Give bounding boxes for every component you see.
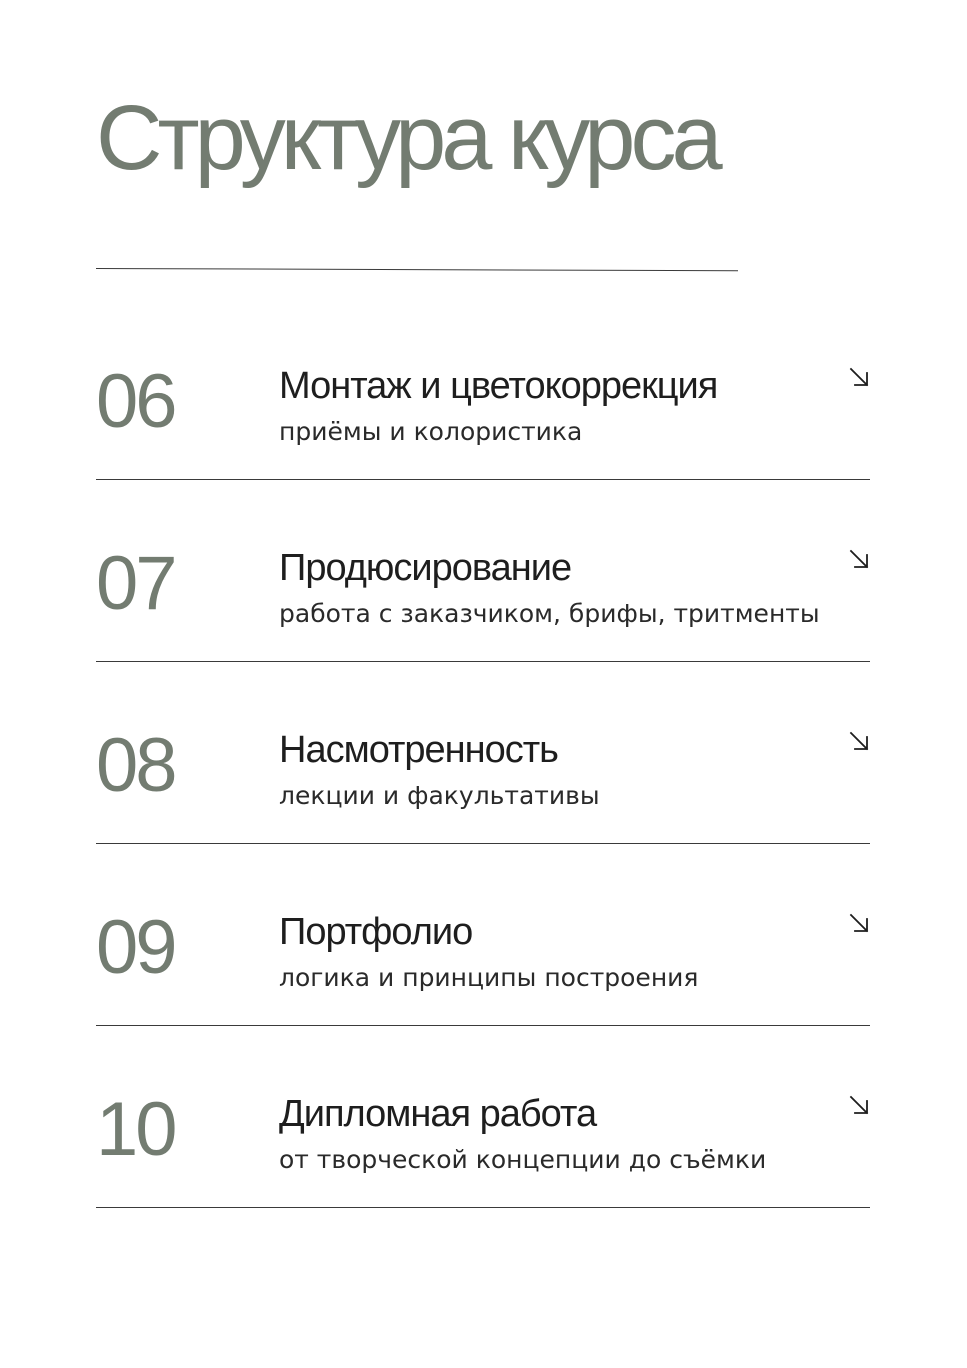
arrow-down-right-icon[interactable] xyxy=(848,366,870,388)
module-title: Насмотренность xyxy=(279,729,558,771)
module-subtitle: лекции и факультативы xyxy=(279,781,600,810)
module-subtitle: от творческой концепции до съёмки xyxy=(279,1145,767,1174)
module-number: 07 xyxy=(96,541,175,626)
module-subtitle: работа с заказчиком, брифы, тритменты xyxy=(279,599,820,628)
course-module-item[interactable] xyxy=(96,480,870,662)
course-module-list xyxy=(96,298,870,1208)
module-number: 09 xyxy=(96,905,175,990)
course-module-item[interactable] xyxy=(96,298,870,480)
module-title: Портфолио xyxy=(279,911,473,953)
module-title: Монтаж и цветокоррекция xyxy=(279,365,718,407)
title-divider xyxy=(96,268,738,271)
arrow-down-right-icon[interactable] xyxy=(848,912,870,934)
page-title: Структура курса xyxy=(96,87,718,189)
arrow-down-right-icon[interactable] xyxy=(848,548,870,570)
module-title: Дипломная работа xyxy=(279,1093,597,1135)
course-module-item[interactable] xyxy=(96,844,870,1026)
course-module-item[interactable] xyxy=(96,662,870,844)
module-number: 06 xyxy=(96,359,175,444)
module-number: 08 xyxy=(96,723,175,808)
course-module-item[interactable] xyxy=(96,1026,870,1208)
arrow-down-right-icon[interactable] xyxy=(848,1094,870,1116)
module-title: Продюсирование xyxy=(279,547,572,589)
module-number: 10 xyxy=(96,1087,175,1172)
module-subtitle: логика и принципы построения xyxy=(279,963,699,992)
arrow-down-right-icon[interactable] xyxy=(848,730,870,752)
module-subtitle: приёмы и колористика xyxy=(279,417,583,446)
